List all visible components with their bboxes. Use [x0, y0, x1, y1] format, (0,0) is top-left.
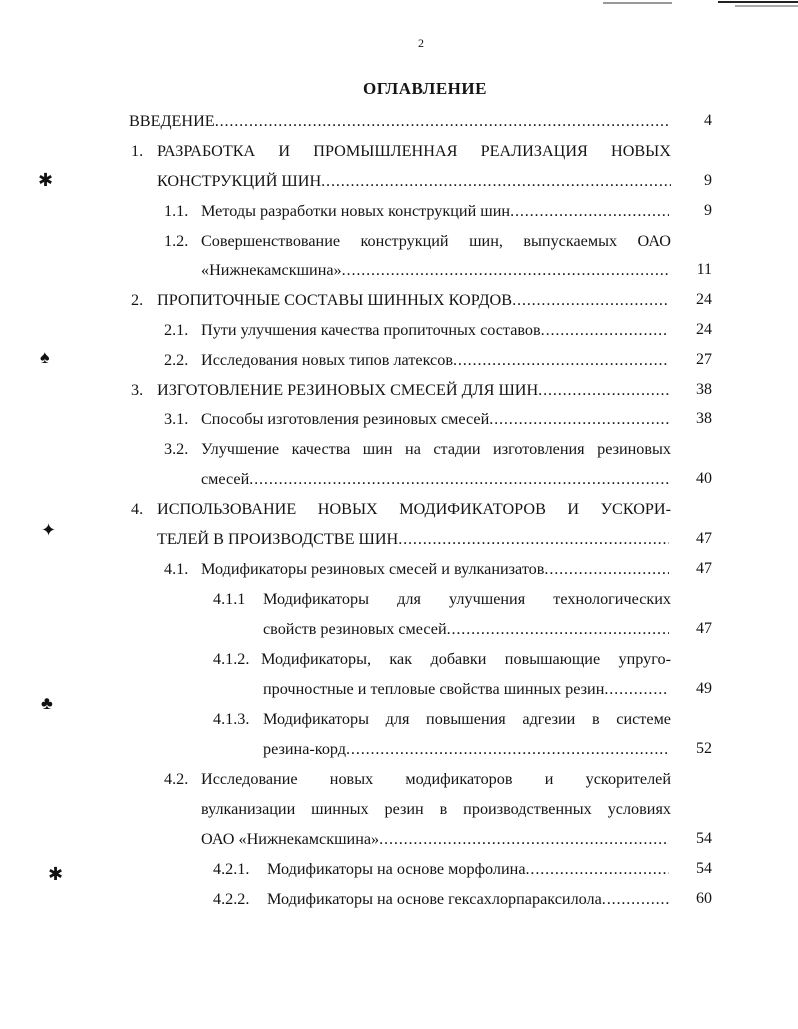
toc-page-number: 24: [696, 321, 712, 338]
toc-entry-number: 1.2.: [164, 232, 189, 250]
toc-entry-2-1[interactable]: Пути улучшения качества пропиточных составов . . .: [201, 318, 669, 342]
toc-entry-4-2-cont[interactable]: вулканизации шинных резин в производственных условиях: [201, 800, 671, 818]
toc-entry-number: 3.: [131, 381, 144, 399]
toc-entry-4-1-3[interactable]: Модификаторы для повышения адгезии в системе: [263, 710, 671, 728]
toc-entry-2-2[interactable]: Исследования новых типов латексов . . .: [201, 348, 669, 372]
dot-leader: [342, 258, 669, 282]
toc-entry-number: 1.1.: [164, 202, 189, 220]
toc-page-number: 47: [696, 560, 712, 577]
toc-entry-number: 4.: [131, 500, 144, 518]
dot-leader: [398, 527, 669, 551]
dot-leader: [321, 169, 671, 193]
toc-page-number: 49: [696, 680, 712, 697]
margin-mark-icon: ♠: [40, 347, 50, 367]
dot-leader: [538, 378, 669, 402]
toc-page-number: 24: [696, 291, 712, 308]
toc-entry-number: 4.1.3.: [213, 710, 250, 728]
toc-page-number: 60: [696, 890, 712, 907]
toc-entry-4-2-2[interactable]: Модификаторы на основе гексахлорпараксилола . . .: [267, 887, 669, 911]
page-title: ОГЛАВЛЕНИЕ: [363, 79, 487, 98]
toc-page-number: 9: [704, 172, 712, 189]
margin-mark-icon: ✦: [41, 520, 57, 540]
toc-entry-number: 4.1.2.: [213, 650, 250, 668]
toc-page-number: 9: [704, 202, 712, 219]
toc-page-number: 40: [696, 470, 712, 487]
toc-entry-4-1-1-cont[interactable]: свойств резиновых смесей . . .: [263, 617, 669, 641]
dot-leader: [453, 348, 669, 372]
dot-leader: [346, 737, 669, 761]
margin-mark-icon: ♣: [41, 693, 53, 713]
toc-entry-1-1[interactable]: Методы разработки новых конструкций шин . . .: [201, 199, 669, 223]
toc-entry-3-1[interactable]: Способы изготовления резиновых смесей . . .: [201, 407, 669, 431]
toc-entry-4-2[interactable]: Исследование новых модификаторов и ускорителей: [201, 770, 671, 788]
toc-entry-number: 4.2.2.: [213, 890, 250, 908]
toc-entry-4-2-cont2[interactable]: ОАО «Нижнекамскшина» . . .: [201, 827, 669, 851]
toc-entry-4[interactable]: ИСПОЛЬЗОВАНИЕ НОВЫХ МОДИФИКАТОРОВ И УСКОРИ-: [157, 500, 671, 518]
dot-leader: [215, 109, 669, 133]
dot-leader: [249, 467, 669, 491]
dot-leader: [604, 677, 669, 701]
toc-entry-number: 3.2.: [164, 440, 189, 458]
dot-leader: [379, 827, 669, 851]
dot-leader: [510, 199, 669, 223]
toc-entry-number: 2.2.: [164, 351, 189, 369]
toc-page-number: 4: [704, 112, 712, 129]
toc-entry-4-cont[interactable]: ТЕЛЕЙ В ПРОИЗВОДСТВЕ ШИН . . .: [157, 527, 669, 551]
toc-entry-number: 4.1.: [164, 560, 189, 578]
toc-entry-3-2[interactable]: Улучшение качества шин на стадии изготовления резиновых: [201, 440, 671, 458]
toc-page-number: 54: [696, 830, 712, 847]
toc-page-number: 27: [696, 351, 712, 368]
dot-leader: [447, 617, 669, 641]
toc-entry-number: 2.: [131, 291, 144, 309]
dot-leader: [544, 557, 669, 581]
toc-entry-4-1-2[interactable]: Модификаторы, как добавки повышающие упруго-: [261, 650, 671, 668]
toc-entry-number: 1.: [131, 142, 144, 160]
dot-leader: [526, 857, 669, 881]
toc-page-number: 11: [696, 261, 712, 278]
toc-page-number: 54: [696, 860, 712, 877]
toc-entry-4-2-1[interactable]: Модификаторы на основе морфолина . . .: [267, 857, 669, 881]
dot-leader: [512, 288, 669, 312]
toc-page-number: 38: [696, 410, 712, 427]
toc-page-number: 47: [696, 530, 712, 547]
toc-entry-1-2-cont[interactable]: «Нижнекамскшина» . . .: [201, 258, 669, 282]
margin-mark-icon: ✱: [38, 170, 54, 190]
toc-entry-number: 4.2.: [164, 770, 189, 788]
toc-entry-1-2[interactable]: Совершенствование конструкций шин, выпускаемых ОАО: [201, 232, 671, 250]
dot-leader: [541, 318, 669, 342]
toc-entry-number: 3.1.: [164, 410, 189, 428]
toc-entry-number: 4.2.1.: [213, 860, 250, 878]
toc-entry-3-2-cont[interactable]: смесей . . .: [201, 467, 669, 491]
dot-leader: [489, 407, 669, 431]
toc-entry-4-1[interactable]: Модификаторы резиновых смесей и вулканизатов . . .: [201, 557, 669, 581]
page-number: 2: [418, 36, 424, 50]
toc-entry-3[interactable]: ИЗГОТОВЛЕНИЕ РЕЗИНОВЫХ СМЕСЕЙ ДЛЯ ШИН . . .: [157, 378, 669, 402]
toc-entry-1[interactable]: РАЗРАБОТКА И ПРОМЫШЛЕННАЯ РЕАЛИЗАЦИЯ НОВЫХ: [157, 142, 671, 160]
toc-entry-number: 4.1.1: [213, 590, 246, 608]
margin-mark-icon: ✱: [48, 864, 64, 884]
toc-page-number: 52: [696, 740, 712, 757]
toc-entry-4-1-3-cont[interactable]: резина-корд . . .: [263, 737, 669, 761]
toc-entry-number: 2.1.: [164, 321, 189, 339]
toc-entry-1-cont[interactable]: КОНСТРУКЦИЙ ШИН . . .: [157, 169, 671, 193]
toc-entry-2[interactable]: ПРОПИТОЧНЫЕ СОСТАВЫ ШИННЫХ КОРДОВ . . .: [157, 288, 669, 312]
toc-entry-intro[interactable]: ВВЕДЕНИЕ . . .: [129, 109, 669, 133]
toc-entry-4-1-2-cont[interactable]: прочностные и тепловые свойства шинных резин . . .: [263, 677, 669, 701]
toc-entry-4-1-1[interactable]: Модификаторы для улучшения технологических: [263, 590, 671, 608]
toc-page-number: 38: [696, 381, 712, 398]
toc-page-number: 47: [696, 620, 712, 637]
dot-leader: [602, 887, 669, 911]
